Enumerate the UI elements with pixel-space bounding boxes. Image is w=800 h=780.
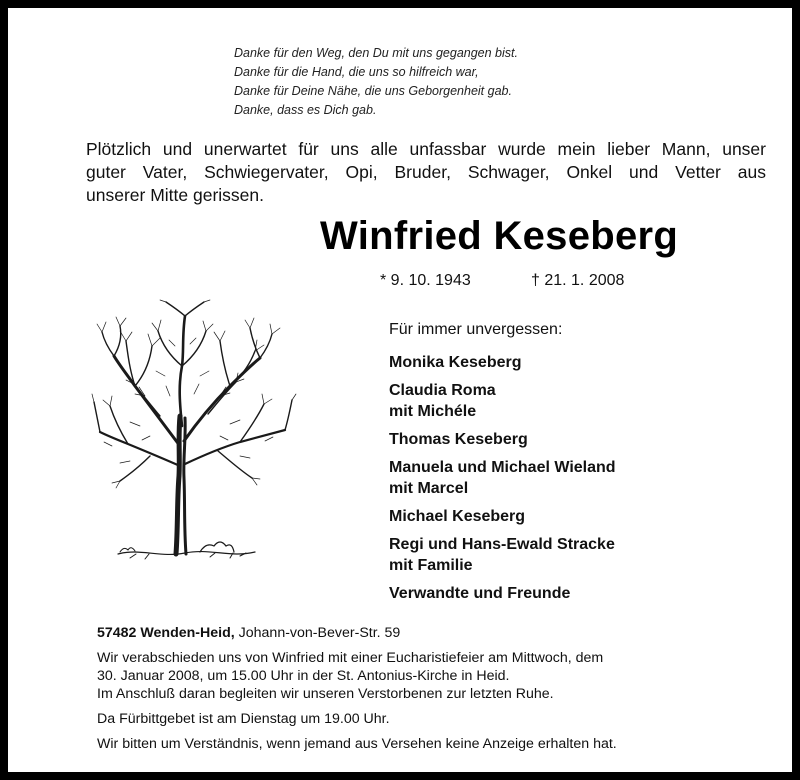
family-member-line: Claudia Roma (389, 382, 496, 399)
family-member-line: mit Michéle (389, 403, 477, 420)
address-street: Johann-von-Bever-Str. 59 (234, 625, 401, 641)
footer-notice (97, 624, 757, 760)
family-member-line: mit Marcel (389, 480, 469, 497)
intro-line: Plötzlich und unerwartet für uns alle unfassbar wurde mein lieber Mann, unser (86, 139, 766, 159)
deceased-name: Winfried Keseberg (320, 214, 679, 258)
family-member (389, 534, 616, 576)
family-member-line: mit Familie (389, 557, 473, 574)
poem-line: Danke für die Hand, die uns so hilfreich war, (234, 65, 479, 79)
intro-text (86, 138, 766, 207)
family-member-line: Monika Keseberg (389, 354, 522, 371)
birth-date: * 9. 10. 1943 (380, 272, 471, 289)
prayer-text: Da Fürbittgebet ist am Dienstag um 19.00 Uhr. (97, 711, 390, 727)
family-member-line: Manuela und Michael Wieland (389, 459, 616, 476)
intro-line: unserer Mitte gerissen. (86, 185, 264, 205)
family-heading: Für immer unvergessen: (389, 321, 563, 338)
death-date: † 21. 1. 2008 (531, 272, 625, 289)
family-member-line: Regi und Hans-Ewald Stracke (389, 536, 615, 553)
poem-line: Danke für den Weg, den Du mit uns gegangen bist. (234, 46, 518, 60)
family-member-line: Michael Keseberg (389, 508, 526, 525)
family-member (389, 583, 616, 604)
tree-illustration-icon (90, 296, 300, 576)
family-member-line: Verwandte und Freunde (389, 585, 571, 602)
family-member (389, 429, 616, 450)
family-list (389, 321, 616, 611)
poem-line: Danke für Deine Nähe, die uns Geborgenheit gab. (234, 84, 512, 98)
intro-line: guter Vater, Schwiegervater, Opi, Bruder, Schwager, Onkel und Vetter aus (86, 162, 766, 182)
ceremony-line: Im Anschluß daran begleiten wir unseren Verstorbenen zur letzten Ruhe. (97, 686, 554, 702)
ceremony-line: Wir verabschieden uns von Winfried mit einer Eucharistiefeier am Mittwoch, dem (97, 650, 604, 666)
family-member-line: Thomas Keseberg (389, 431, 528, 448)
ceremony-text (97, 649, 757, 703)
poem (234, 44, 518, 120)
closing-note: Wir bitten um Verständnis, wenn jemand aus Versehen keine Anzeige erhalten hat. (97, 736, 617, 752)
address (97, 624, 757, 642)
poem-line: Danke, dass es Dich gab. (234, 103, 377, 117)
family-member (389, 457, 616, 499)
ceremony-line: 30. Januar 2008, um 15.00 Uhr in der St. Antonius-Kirche in Heid. (97, 668, 510, 684)
family-member (389, 352, 616, 373)
family-member (389, 380, 616, 422)
family-member (389, 506, 616, 527)
address-city: 57482 Wenden-Heid, (97, 625, 235, 641)
